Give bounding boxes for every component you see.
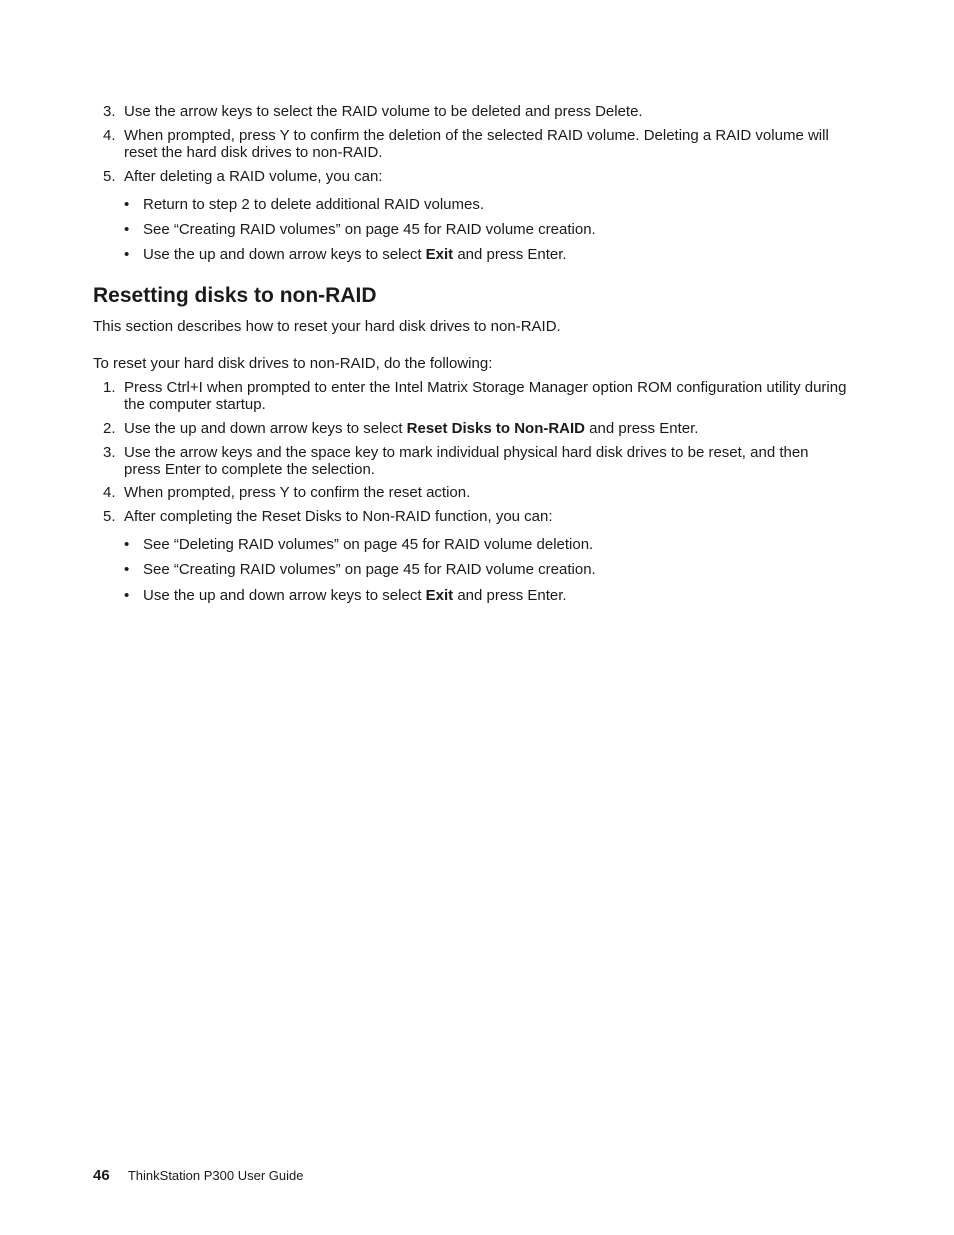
bullet-glyph: •	[124, 536, 130, 553]
step-number: 3.	[103, 103, 116, 120]
list-item	[124, 536, 844, 553]
step-text: Use the arrow keys and the space key to mark individual physical hard disk drives to be reset, and then press Enter to complete the selection.	[124, 444, 809, 478]
list-item	[103, 379, 848, 413]
bullet-text: Return to step 2 to delete additional RAID volumes.	[143, 196, 485, 213]
document-title: ThinkStation P300 User Guide	[127, 1168, 304, 1183]
bullet-text: Use the up and down arrow keys to select Exit and press Enter.	[143, 587, 567, 604]
list-item	[124, 196, 844, 213]
step-number: 2.	[103, 420, 116, 437]
bullet-text: See “Deleting RAID volumes” on page 45 for RAID volume deletion.	[143, 536, 594, 553]
list-item	[103, 508, 848, 525]
step-text: When prompted, press Y to confirm the deletion of the selected RAID volume. Deleting a RAID volume will reset the hard disk drives to non-RAID.	[124, 127, 829, 161]
list-item	[103, 168, 848, 185]
exit-keyword: Exit	[425, 587, 454, 604]
step-number: 1.	[103, 379, 116, 396]
section-intro: This section describes how to reset your hard disk drives to non-RAID.	[93, 318, 561, 335]
bullet-text: See “Creating RAID volumes” on page 45 for RAID volume creation.	[143, 561, 596, 578]
list-item	[124, 561, 844, 578]
section-lead: To reset your hard disk drives to non-RAID, do the following:	[93, 355, 493, 372]
bullet-glyph: •	[124, 221, 130, 238]
bullet-text: Use the up and down arrow keys to select Exit and press Enter.	[143, 246, 567, 263]
list-item	[103, 420, 848, 437]
exit-keyword: Exit	[425, 246, 454, 263]
bullet-glyph: •	[124, 587, 130, 604]
step-text: Use the arrow keys to select the RAID volume to be deleted and press Delete.	[124, 103, 643, 120]
step-text: Press Ctrl+I when prompted to enter the Intel Matrix Storage Manager option ROM configuration utility during the computer startup.	[124, 379, 847, 413]
step-text: After completing the Reset Disks to Non-RAID function, you can:	[124, 508, 553, 525]
section-title: Resetting disks to non-RAID	[93, 284, 377, 307]
list-item	[124, 246, 844, 263]
list-item	[103, 484, 848, 501]
bullet-glyph: •	[124, 246, 130, 263]
reset-disks-keyword: Reset Disks to Non-RAID	[406, 420, 586, 437]
step-text: Use the up and down arrow keys to select Reset Disks to Non-RAID and press Enter.	[124, 420, 699, 437]
step-number: 3.	[103, 444, 116, 461]
list-item	[103, 444, 848, 478]
step-number: 4.	[103, 127, 116, 144]
step-number: 4.	[103, 484, 116, 501]
bullet-glyph: •	[124, 196, 130, 213]
step-number: 5.	[103, 508, 116, 525]
page-number: 46	[93, 1167, 110, 1184]
page-footer	[93, 1166, 303, 1186]
list-item	[103, 127, 848, 161]
step-text: After deleting a RAID volume, you can:	[124, 168, 383, 185]
list-item	[124, 221, 844, 238]
step-number: 5.	[103, 168, 116, 185]
step-text: When prompted, press Y to confirm the reset action.	[124, 484, 471, 501]
list-item	[124, 587, 844, 604]
bullet-text: See “Creating RAID volumes” on page 45 for RAID volume creation.	[143, 221, 596, 238]
list-item	[103, 103, 848, 120]
bullet-glyph: •	[124, 561, 130, 578]
